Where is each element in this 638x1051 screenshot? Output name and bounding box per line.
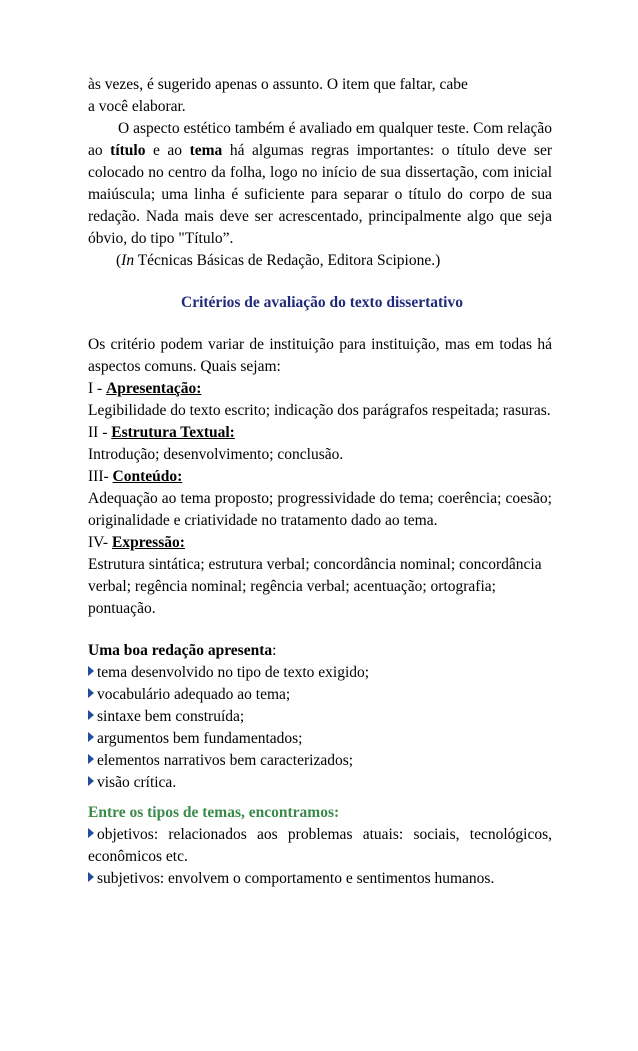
triangle-right-icon: [88, 872, 94, 882]
criteria-intro: Os critério podem variar de instituição para instituição, mas em todas há aspectos comuns. Quais sejam:: [88, 336, 552, 375]
criterion-heading-2: [88, 422, 552, 444]
list-item-text: subjetivos: envolvem o comportamento e sentimentos humanos.: [97, 870, 495, 887]
criterion-text-2: Introdução; desenvolvimento; conclusão.: [88, 446, 344, 463]
list-item: [88, 728, 552, 750]
criterion-heading-3: [88, 466, 552, 488]
list-item: [88, 706, 552, 728]
criterion-number: IV-: [88, 534, 112, 551]
criterion-title: Conteúdo:: [112, 468, 183, 485]
citation-source: Técnicas Básicas de Redação, Editora Scipione.): [134, 252, 441, 269]
list-item: [88, 824, 552, 868]
list-item: [88, 750, 552, 772]
criterion-title: Apresentação:: [106, 380, 202, 397]
aesthetic-paragraph: [88, 118, 552, 250]
criterion-title: Expressão:: [111, 534, 185, 551]
triangle-right-icon: [88, 666, 94, 676]
document-page: [88, 74, 552, 890]
aesthetic-text-end: há algumas regras importantes: o título deve ser colocado no centro da folha, logo no início de sua dissertação, com inicial maiúscula; uma linha é suficiente para separar o título do corpo de sua redação. Nada mais deve ser acrescentado, principalmente algo que seja óbvio, do tipo "Título”.: [88, 142, 552, 247]
criterion-text-3: Adequação ao tema proposto; progressividade do tema; coerência; coesão; originalidade e criatividade no tratamento dado ao tema.: [88, 490, 552, 529]
list-item-text: vocabulário adequado ao tema;: [97, 686, 291, 703]
criterion-number: I -: [88, 380, 107, 397]
criterion-text-1: Legibilidade do texto escrito; indicação dos parágrafos respeitada; rasuras.: [88, 402, 551, 419]
criterion-heading-1: [88, 378, 552, 400]
citation-open: (: [116, 252, 122, 269]
list-item: [88, 772, 552, 794]
list-item-text: elementos narrativos bem caracterizados;: [97, 752, 354, 769]
themes-list: [88, 824, 552, 890]
list-item-text: objetivos: relacionados aos problemas atuais: sociais, tecnológicos, econômicos etc.: [88, 826, 552, 865]
criterion-number: III-: [88, 468, 113, 485]
citation-in: In: [121, 252, 135, 269]
list-item-text: sintaxe bem construída;: [97, 708, 245, 725]
triangle-right-icon: [88, 754, 94, 764]
good-essay-colon: :: [272, 642, 277, 659]
spacer: [88, 620, 552, 640]
themes-heading: Entre os tipos de temas, encontramos:: [88, 804, 340, 821]
triangle-right-icon: [88, 776, 94, 786]
intro-line-2: a você elaborar.: [88, 98, 186, 115]
triangle-right-icon: [88, 828, 94, 838]
triangle-right-icon: [88, 710, 94, 720]
bold-tema: tema: [189, 142, 223, 159]
criterion-heading-4: [88, 532, 552, 554]
list-item: [88, 684, 552, 706]
criterion-title: Estrutura Textual:: [111, 424, 235, 441]
criteria-list: [88, 378, 552, 620]
good-essay-heading: [88, 640, 552, 662]
criterion-text-4: Estrutura sintática; estrutura verbal; concordância nominal; concordância verbal; regência nominal; regência verbal; acentuação; ortografia; pontuação.: [88, 556, 542, 617]
bold-titulo: título: [110, 142, 146, 159]
triangle-right-icon: [88, 732, 94, 742]
good-essay-list: [88, 662, 552, 794]
list-item: [88, 868, 552, 890]
triangle-right-icon: [88, 688, 94, 698]
good-essay-title: Uma boa redação apresenta: [88, 642, 273, 659]
list-item-text: argumentos bem fundamentados;: [97, 730, 303, 747]
intro-line-1: às vezes, é sugerido apenas o assunto. O item que faltar, cabe: [88, 76, 468, 93]
list-item-text: tema desenvolvido no tipo de texto exigido;: [97, 664, 370, 681]
section-title: Critérios de avaliação do texto dissertativo: [181, 294, 463, 311]
list-item: [88, 662, 552, 684]
criterion-number: II -: [88, 424, 112, 441]
citation: [88, 250, 552, 272]
aesthetic-text-mid: e ao: [145, 142, 190, 159]
aesthetic-text-start: O aspecto estético também é avaliado em qualquer teste. Com relação ao: [88, 120, 552, 159]
list-item-text: visão crítica.: [97, 774, 177, 791]
